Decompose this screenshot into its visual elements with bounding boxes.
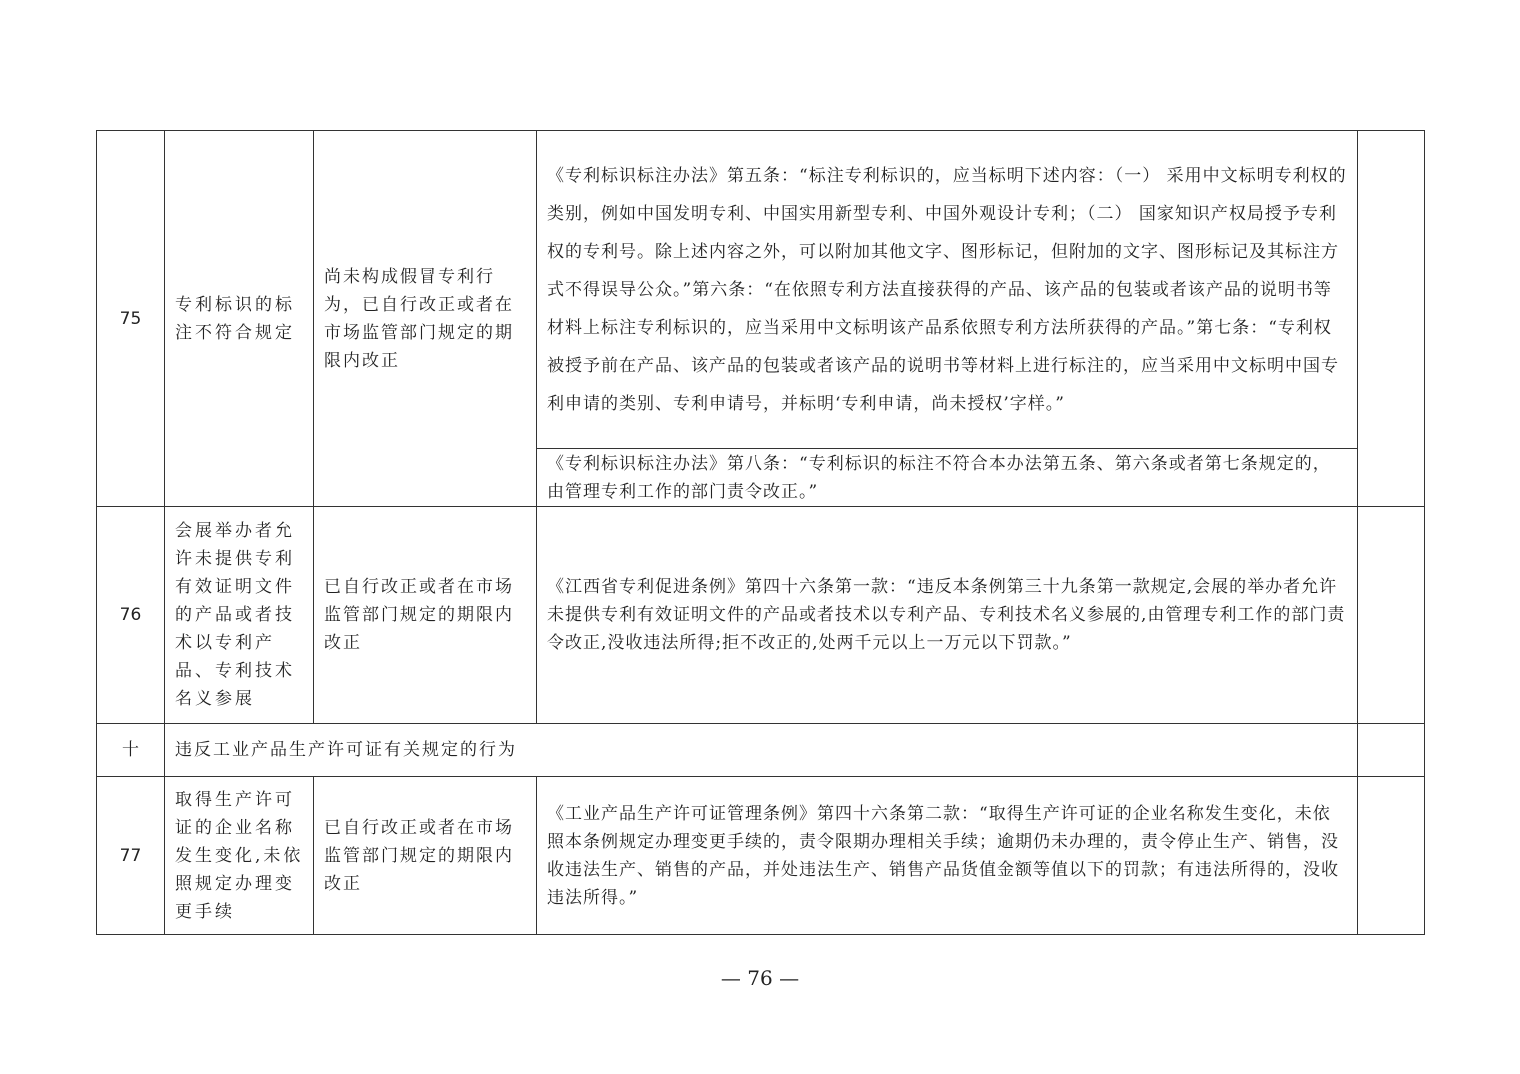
exemption-condition: 尚未构成假冒专利行为，已自行改正或者在市场监管部门规定的期限内改正 bbox=[314, 131, 537, 507]
legal-basis: 《专利标识标注办法》第八条：“专利标识的标注不符合本办法第五条、第六条或者第七条规定的，由管理专利工作的部门责令改正。” bbox=[537, 449, 1358, 507]
page-number: — 76 — bbox=[720, 966, 800, 990]
remarks-cell bbox=[1358, 724, 1425, 777]
measures-table bbox=[96, 130, 1425, 935]
section-number: 十 bbox=[97, 724, 165, 777]
violation-name: 专利标识的标注不符合规定 bbox=[165, 131, 314, 507]
exemption-condition: 已自行改正或者在市场监管部门规定的期限内改正 bbox=[314, 777, 537, 935]
legal-basis: 《工业产品生产许可证管理条例》第四十六条第二款：“取得生产许可证的企业名称发生变化，未依照本条例规定办理变更手续的，责令限期办理相关手续；逾期仍未办理的，责令停止生产、销售，没收违法生产、销售的产品，并处违法生产、销售产品货值金额等值以下的罚款；有违法所得的，没收违法所得。” bbox=[537, 777, 1358, 935]
section-row bbox=[97, 724, 1425, 777]
table-row bbox=[97, 777, 1425, 935]
remarks-cell bbox=[1358, 777, 1425, 935]
section-title: 违反工业产品生产许可证有关规定的行为 bbox=[165, 724, 1358, 777]
row-number: 76 bbox=[97, 507, 165, 724]
row-number: 77 bbox=[97, 777, 165, 935]
row-number: 75 bbox=[97, 131, 165, 507]
violation-name: 取得生产许可证的企业名称发生变化,未依照规定办理变更手续 bbox=[165, 777, 314, 935]
exemption-condition: 已自行改正或者在市场监管部门规定的期限内改正 bbox=[314, 507, 537, 724]
violation-name: 会展举办者允许未提供专利有效证明文件的产品或者技术以专利产品、专利技术名义参展 bbox=[165, 507, 314, 724]
legal-basis: 《江西省专利促进条例》第四十六条第一款：“违反本条例第三十九条第一款规定,会展的举办者允许未提供专利有效证明文件的产品或者技术以专利产品、专利技术名义参展的,由管理专利工作的部门责令改正,没收违法所得;拒不改正的,处两千元以上一万元以下罚款。” bbox=[537, 507, 1358, 724]
remarks-cell bbox=[1358, 131, 1425, 507]
table-row bbox=[97, 507, 1425, 724]
legal-basis: 《专利标识标注办法》第五条：“标注专利标识的，应当标明下述内容：（一） 采用中文标明专利权的类别，例如中国发明专利、中国实用新型专利、中国外观设计专利；（二） 国家知识产权局授予专利权的专利号。除上述内容之外，可以附加其他文字、图形标记，但附加的文字、图形标记及其标注方式不得误导公众。”第六条：“在依照专利方法直接获得的产品、该产品的包装或者该产品的说明书等材料上标注专利标识的，应当采用中文标明该产品系依照专利方法所获得的产品。”第七条：“专利权被授予前在产品、该产品的包装或者该产品的说明书等材料上进行标注的，应当采用中文标明中国专利申请的类别、专利申请号，并标明‘专利申请，尚未授权’字样。” bbox=[537, 131, 1358, 449]
remarks-cell bbox=[1358, 507, 1425, 724]
table-row bbox=[97, 131, 1425, 449]
